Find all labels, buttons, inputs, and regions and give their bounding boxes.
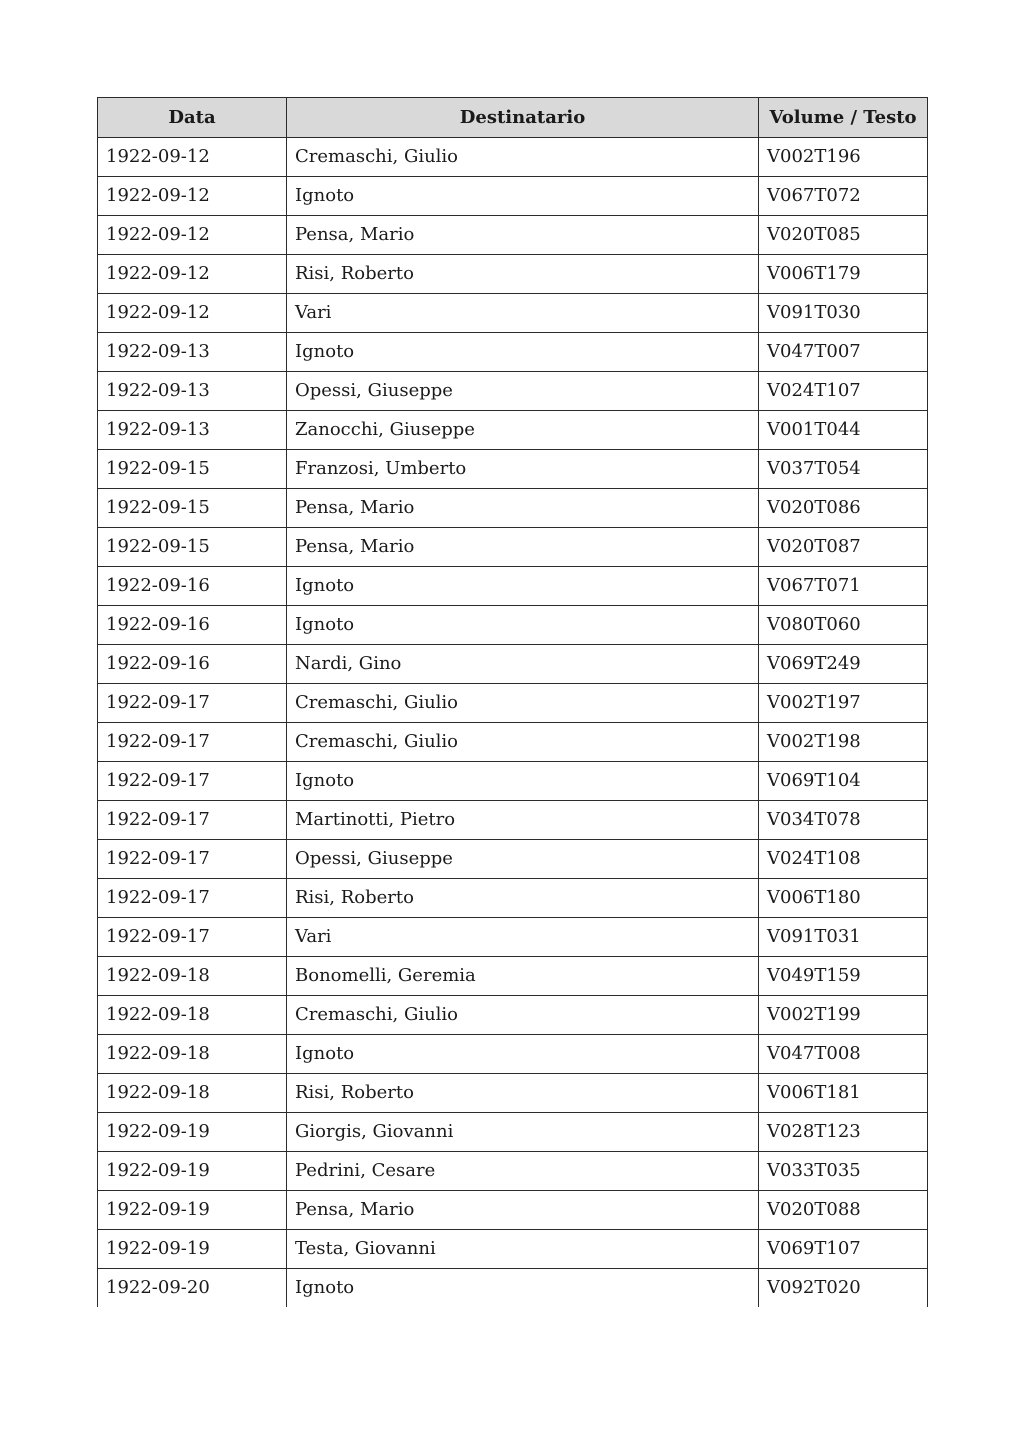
cell-recipient: Vari <box>287 918 759 957</box>
cell-recipient: Pedrini, Cesare <box>287 1152 759 1191</box>
cell-recipient: Risi, Roberto <box>287 879 759 918</box>
cell-volume-text: V006T181 <box>759 1074 928 1113</box>
cell-volume-text: V069T249 <box>759 645 928 684</box>
cell-date: 1922-09-13 <box>98 411 287 450</box>
cell-volume-text: V067T071 <box>759 567 928 606</box>
table-row <box>98 645 928 684</box>
table-row <box>98 294 928 333</box>
cell-volume-text: V091T031 <box>759 918 928 957</box>
table-row <box>98 1152 928 1191</box>
cell-volume-text: V080T060 <box>759 606 928 645</box>
cell-date: 1922-09-13 <box>98 372 287 411</box>
table-row <box>98 216 928 255</box>
cell-date: 1922-09-17 <box>98 840 287 879</box>
table-row <box>98 801 928 840</box>
table-row <box>98 996 928 1035</box>
column-header-volume-text: Volume / Testo <box>759 98 928 138</box>
table-row <box>98 957 928 996</box>
cell-volume-text: V002T196 <box>759 138 928 177</box>
cell-volume-text: V006T180 <box>759 879 928 918</box>
cell-date: 1922-09-17 <box>98 723 287 762</box>
column-header-recipient: Destinatario <box>287 98 759 138</box>
cell-date: 1922-09-20 <box>98 1269 287 1308</box>
cell-recipient: Cremaschi, Giulio <box>287 684 759 723</box>
cell-recipient: Vari <box>287 294 759 333</box>
cell-recipient: Ignoto <box>287 333 759 372</box>
cell-recipient: Testa, Giovanni <box>287 1230 759 1269</box>
cell-date: 1922-09-12 <box>98 177 287 216</box>
table-row <box>98 684 928 723</box>
cell-volume-text: V091T030 <box>759 294 928 333</box>
table-row <box>98 723 928 762</box>
table-row <box>98 1191 928 1230</box>
cell-date: 1922-09-17 <box>98 879 287 918</box>
table-row <box>98 1074 928 1113</box>
cell-volume-text: V020T086 <box>759 489 928 528</box>
cell-volume-text: V034T078 <box>759 801 928 840</box>
cell-volume-text: V047T008 <box>759 1035 928 1074</box>
table-row <box>98 762 928 801</box>
cell-recipient: Risi, Roberto <box>287 1074 759 1113</box>
header-row <box>98 98 928 138</box>
table-row <box>98 879 928 918</box>
cell-recipient: Risi, Roberto <box>287 255 759 294</box>
column-header-date: Data <box>98 98 287 138</box>
cell-recipient: Franzosi, Umberto <box>287 450 759 489</box>
cell-recipient: Ignoto <box>287 606 759 645</box>
cell-date: 1922-09-17 <box>98 684 287 723</box>
cell-date: 1922-09-15 <box>98 489 287 528</box>
cell-date: 1922-09-18 <box>98 957 287 996</box>
cell-date: 1922-09-15 <box>98 528 287 567</box>
cell-recipient: Nardi, Gino <box>287 645 759 684</box>
table-row <box>98 333 928 372</box>
cell-recipient: Cremaschi, Giulio <box>287 723 759 762</box>
table-row <box>98 372 928 411</box>
cell-recipient: Ignoto <box>287 177 759 216</box>
table-header <box>98 98 928 138</box>
table-body <box>98 138 928 1308</box>
cell-volume-text: V037T054 <box>759 450 928 489</box>
cell-recipient: Cremaschi, Giulio <box>287 996 759 1035</box>
cell-date: 1922-09-18 <box>98 996 287 1035</box>
cell-volume-text: V001T044 <box>759 411 928 450</box>
cell-recipient: Opessi, Giuseppe <box>287 840 759 879</box>
cell-recipient: Bonomelli, Geremia <box>287 957 759 996</box>
cell-date: 1922-09-19 <box>98 1230 287 1269</box>
cell-date: 1922-09-18 <box>98 1035 287 1074</box>
cell-volume-text: V024T108 <box>759 840 928 879</box>
letters-register-table <box>97 97 928 1307</box>
table-row <box>98 1269 928 1308</box>
cell-date: 1922-09-18 <box>98 1074 287 1113</box>
cell-date: 1922-09-19 <box>98 1191 287 1230</box>
cell-date: 1922-09-15 <box>98 450 287 489</box>
cell-volume-text: V069T107 <box>759 1230 928 1269</box>
cell-recipient: Ignoto <box>287 762 759 801</box>
table-row <box>98 138 928 177</box>
cell-recipient: Ignoto <box>287 1269 759 1308</box>
cell-volume-text: V002T198 <box>759 723 928 762</box>
cell-volume-text: V006T179 <box>759 255 928 294</box>
cell-date: 1922-09-12 <box>98 138 287 177</box>
cell-volume-text: V049T159 <box>759 957 928 996</box>
cell-date: 1922-09-19 <box>98 1113 287 1152</box>
cell-volume-text: V047T007 <box>759 333 928 372</box>
cell-date: 1922-09-17 <box>98 762 287 801</box>
table-row <box>98 255 928 294</box>
table-row <box>98 918 928 957</box>
cell-volume-text: V092T020 <box>759 1269 928 1308</box>
cell-volume-text: V002T199 <box>759 996 928 1035</box>
cell-recipient: Giorgis, Giovanni <box>287 1113 759 1152</box>
table-row <box>98 489 928 528</box>
table-row <box>98 450 928 489</box>
cell-date: 1922-09-19 <box>98 1152 287 1191</box>
table-row <box>98 567 928 606</box>
cell-volume-text: V024T107 <box>759 372 928 411</box>
table-row <box>98 411 928 450</box>
table-row <box>98 840 928 879</box>
cell-date: 1922-09-17 <box>98 918 287 957</box>
cell-date: 1922-09-16 <box>98 645 287 684</box>
table-row <box>98 1035 928 1074</box>
cell-recipient: Pensa, Mario <box>287 528 759 567</box>
cell-recipient: Pensa, Mario <box>287 1191 759 1230</box>
cell-recipient: Zanocchi, Giuseppe <box>287 411 759 450</box>
cell-recipient: Pensa, Mario <box>287 216 759 255</box>
table-row <box>98 1230 928 1269</box>
cell-date: 1922-09-16 <box>98 606 287 645</box>
cell-recipient: Ignoto <box>287 567 759 606</box>
cell-volume-text: V020T085 <box>759 216 928 255</box>
cell-recipient: Pensa, Mario <box>287 489 759 528</box>
cell-recipient: Cremaschi, Giulio <box>287 138 759 177</box>
table-row <box>98 177 928 216</box>
table-row <box>98 1113 928 1152</box>
table-row <box>98 528 928 567</box>
cell-volume-text: V067T072 <box>759 177 928 216</box>
cell-date: 1922-09-12 <box>98 294 287 333</box>
cell-date: 1922-09-16 <box>98 567 287 606</box>
cell-volume-text: V020T088 <box>759 1191 928 1230</box>
cell-date: 1922-09-12 <box>98 216 287 255</box>
table-row <box>98 606 928 645</box>
cell-date: 1922-09-17 <box>98 801 287 840</box>
cell-date: 1922-09-12 <box>98 255 287 294</box>
cell-recipient: Ignoto <box>287 1035 759 1074</box>
cell-date: 1922-09-13 <box>98 333 287 372</box>
cell-volume-text: V028T123 <box>759 1113 928 1152</box>
cell-volume-text: V020T087 <box>759 528 928 567</box>
cell-recipient: Opessi, Giuseppe <box>287 372 759 411</box>
cell-volume-text: V002T197 <box>759 684 928 723</box>
cell-recipient: Martinotti, Pietro <box>287 801 759 840</box>
cell-volume-text: V069T104 <box>759 762 928 801</box>
cell-volume-text: V033T035 <box>759 1152 928 1191</box>
